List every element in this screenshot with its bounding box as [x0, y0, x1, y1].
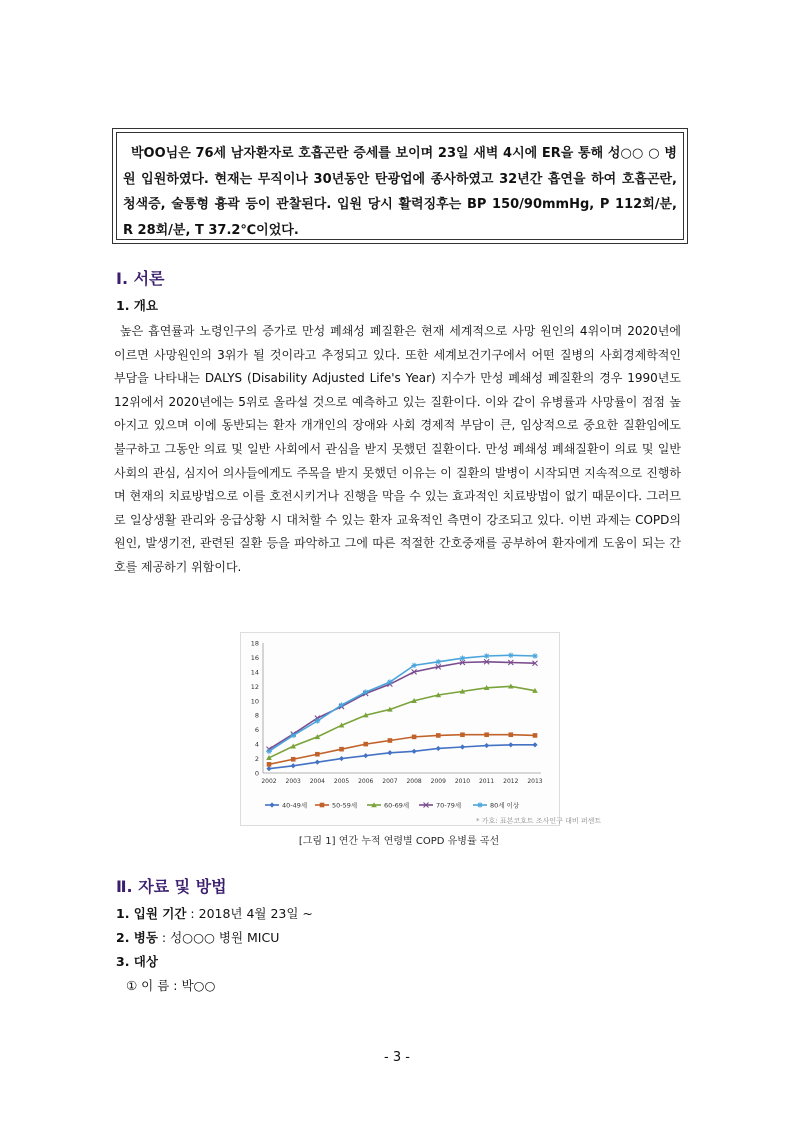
x-tick-label: 2004 — [309, 778, 326, 785]
y-tick-label: 14 — [250, 668, 259, 677]
data-point — [484, 743, 489, 748]
data-point — [532, 742, 537, 747]
section-1-subtitle: 1. 개요 — [116, 298, 158, 313]
x-tick-label: 2011 — [478, 778, 495, 785]
series-line — [269, 686, 535, 758]
data-point — [411, 749, 416, 754]
data-point — [484, 732, 489, 737]
admission-period-value: : 2018년 4월 23일 ~ — [186, 906, 313, 921]
data-point — [460, 744, 465, 749]
y-tick-label: 6 — [254, 726, 259, 735]
data-point — [460, 732, 465, 737]
figure-source-note: * 가호: 표본코호트 조사인구 대비 퍼센트 — [476, 817, 602, 825]
data-point — [266, 766, 271, 771]
subject — [116, 952, 158, 970]
data-point — [315, 718, 321, 724]
copd-prevalence-figure — [240, 632, 560, 826]
data-point — [266, 749, 272, 755]
intro-paragraph: 높은 흡연률과 노령인구의 증가로 만성 폐쇄성 폐질환은 현재 세계적으로 사망 원인의 4위이며 2020년에 이르면 사망원인의 3위가 될 것이라고 추정되고 있다. 또한 세계보건기구에서 어떤 질병의 사회경제학적인 부담을 나타내는 DALYS (Disability Adjusted Life's Year) 지수가 만성 폐쇄성 폐질환의 경우 1990년도 12위에서 2020년에는 5위로 올라설 것으로 예측하고 있는 질환이다. 이와 같이 유병률과 사망률이 점점 높아지고 있으며 이에 동반되는 환자 개개인의 장애와 사회 경제적 부담이 큰, 임상적으로 중요한 질환임에도 불구하고 그동안 의료 및 일반 사회에서 관심을 받지 못했던 질환이다. 만성 폐쇄성 폐쇄질환이 의료 및 일반 사회의 관심, 심지어 의사들에게도 주목을 받지 못했던 이유는 이 질환의 발병이 시작되면 지속적으로 진행하며 현재의 치료방법으로 이를 호전시키거나 진행을 막을 수 있는 효과적인 치료방법이 없기 때문이다. 그러므로 일상생활 관리와 응급상황 시 대처할 수 있는 환자 교육적인 측면이 강조되고 있다. 이번 과제는 COPD의 원인, 발생기전, 관련된 질환 등을 파악하고 그에 따른 적절한 간호중재를 공부하여 환자에게 도움이 되는 간호를 제공하기 위함이다. — [114, 324, 681, 574]
ward-value: : 성○○○ 병원 MICU — [157, 930, 280, 945]
page-number: - 3 - — [384, 1050, 410, 1065]
data-point — [533, 733, 538, 738]
data-point — [267, 762, 272, 767]
legend-label: 50-59세 — [332, 801, 358, 810]
data-point — [508, 742, 513, 747]
intro-paragraph-container — [114, 320, 681, 580]
x-tick-label: 2006 — [358, 778, 374, 785]
data-point — [509, 732, 514, 737]
series-line — [269, 655, 535, 751]
data-point — [435, 659, 441, 665]
x-tick-label: 2009 — [430, 778, 446, 785]
subject-label: 3. 대상 — [116, 954, 158, 969]
legend-label: 60-69세 — [384, 801, 410, 810]
subject-name: ① 이 름 : 박○○ — [126, 978, 216, 993]
y-tick-label: 12 — [250, 682, 259, 691]
data-point — [320, 803, 325, 808]
ward-label: 2. 병동 — [116, 930, 158, 945]
data-point — [339, 747, 344, 752]
x-tick-label: 2005 — [333, 778, 350, 785]
data-point — [387, 679, 393, 685]
data-point — [291, 757, 296, 762]
legend-label: 40-49세 — [282, 801, 308, 810]
y-tick-label: 0 — [254, 769, 259, 778]
data-point — [290, 733, 296, 739]
x-tick-label: 2007 — [382, 778, 398, 785]
data-point — [412, 735, 417, 740]
data-point — [363, 753, 368, 758]
data-point — [477, 802, 483, 808]
x-tick-label: 2008 — [406, 778, 422, 785]
data-point — [315, 752, 320, 757]
admission-period — [116, 904, 313, 922]
data-point — [339, 756, 344, 761]
data-point — [484, 653, 490, 659]
y-tick-label: 18 — [250, 639, 259, 648]
data-point — [532, 653, 538, 659]
data-point — [339, 702, 345, 708]
data-point — [388, 738, 393, 743]
series-line — [269, 735, 535, 765]
y-tick-label: 16 — [250, 653, 259, 662]
case-summary-box — [112, 128, 688, 244]
data-point — [291, 763, 296, 768]
legend-label: 80세 이상 — [490, 801, 520, 810]
y-tick-label: 10 — [250, 697, 259, 706]
data-point — [363, 689, 369, 695]
ward — [116, 928, 279, 946]
section-2-title: Ⅱ. 자료 및 방법 — [116, 877, 227, 896]
x-tick-label: 2013 — [527, 778, 543, 785]
copd-prevalence-chart — [241, 633, 559, 825]
data-point — [315, 760, 320, 765]
x-tick-label: 2010 — [454, 778, 471, 785]
y-tick-label: 2 — [254, 755, 259, 764]
data-point — [363, 742, 368, 747]
data-point — [387, 750, 392, 755]
admission-period-label: 1. 입원 기간 — [116, 906, 187, 921]
data-point — [460, 655, 466, 661]
legend-label: 70-79세 — [436, 801, 462, 810]
section-1-title: Ⅰ. 서론 — [116, 269, 165, 288]
case-summary-text: 박OO님은 76세 남자환자로 호흡곤란 증세를 보이며 23일 새벽 4시에 ER을 통해 성○○ ○ 병원 입원하였다. 현재는 무직이나 30년동안 탄광업에 종사하였고 32년간 흡연을 하여 호흡곤란, 청색증, 술통형 흉곽 등이 관찰된다. 입원 당시 활력징후는 BP 150/90mmHg, P 112회/분, R 28회/분, T 37.2℃이었다. — [123, 146, 677, 238]
data-point — [269, 802, 274, 807]
y-tick-label: 4 — [254, 740, 259, 749]
data-point — [508, 652, 514, 658]
data-point — [436, 733, 441, 738]
x-tick-label: 2003 — [285, 778, 301, 785]
data-point — [436, 746, 441, 751]
data-point — [411, 663, 417, 669]
y-tick-label: 8 — [254, 711, 259, 720]
figure-caption: [그림 1] 연간 누적 연령별 COPD 유병률 곡선 — [298, 836, 500, 847]
x-tick-label: 2002 — [261, 778, 277, 785]
x-tick-label: 2012 — [503, 778, 519, 785]
